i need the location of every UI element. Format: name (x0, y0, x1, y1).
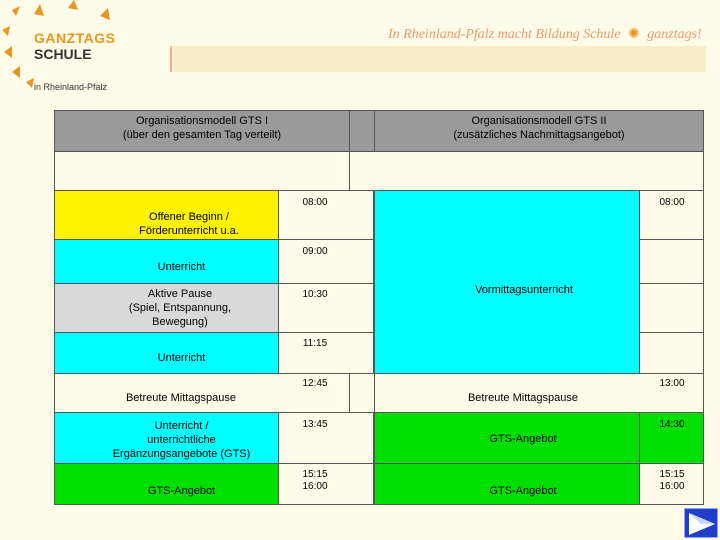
text-mittagspause-1: Betreute Mittagspause (125, 392, 237, 404)
text-unterricht-3: Unterricht / unterrichtliche Ergänzungsangebote (GTS) (112, 420, 251, 460)
next-slide-arrow-icon (685, 509, 719, 539)
gts2-time-1430: 14:30 (659, 419, 685, 430)
logo (0, 0, 130, 95)
header-band (170, 46, 706, 72)
text-aktive-pause: Aktive Pause (Spiel, Entspannung, Bewegung) (128, 288, 232, 328)
spacer-col2 (349, 151, 704, 191)
col1-time-header (349, 110, 375, 152)
gts2-time-1300: 13:00 (659, 378, 685, 389)
gts1-time-1245: 12:45 (302, 378, 328, 389)
logo-schule: SCHULE (34, 46, 92, 62)
sun-rays-top-icon (30, 0, 120, 22)
text-mittagspause-2: Betreute Mittagspause (467, 392, 579, 404)
sparkle-icon: ✺ (628, 27, 640, 42)
gts1-time-1030: 10:30 (302, 289, 328, 300)
text-vormittag: Vormittagsunterricht (475, 284, 573, 296)
logo-ganztags: GANZTAGS (34, 30, 116, 46)
col2-header-text: Organisationsmodell GTS II (zusätzliches Nachmittagsangebot) (453, 115, 625, 141)
text-gts-angebot-1: GTS-Angebot (147, 485, 216, 497)
text-gts-angebot-2: GTS-Angebot (489, 433, 557, 445)
gts2-time-cell-b (639, 239, 704, 284)
gts2-time-cell-c (639, 283, 704, 333)
slogan-tail: ganztags! (647, 27, 702, 42)
gts2-time-1515-1600: 15:15 16:00 (659, 469, 685, 492)
spacer-col1 (54, 151, 350, 191)
col1-header-text: Organisationsmodell GTS I (über den gesamten Tag verteilt) (122, 115, 282, 141)
next-slide-button[interactable] (684, 508, 718, 538)
gts1-time-1345: 13:45 (302, 419, 328, 430)
gts1-time-0900: 09:00 (302, 246, 328, 257)
gts1-time-1115: 11:15 (302, 338, 328, 349)
text-unterricht-1: Unterricht (157, 261, 206, 273)
slogan (388, 26, 702, 43)
gts1-time-1515-1600: 15:15 16:00 (302, 469, 328, 492)
logo-subtitle: in Rheinland-Pfalz (34, 82, 108, 92)
gts2-time-cell-d (639, 332, 704, 374)
text-offener-beginn: Offener Beginn / Förderunterricht u.a. (139, 211, 239, 237)
text-unterricht-2: Unterricht (157, 352, 206, 364)
gts2-time-0800: 08:00 (659, 197, 685, 208)
block-vormittag (374, 190, 640, 374)
gts1-time-0800: 08:00 (302, 197, 328, 208)
text-gts-angebot-3: GTS-Angebot (489, 485, 557, 497)
slogan-text: In Rheinland-Pfalz macht Bildung Schule (388, 27, 621, 42)
